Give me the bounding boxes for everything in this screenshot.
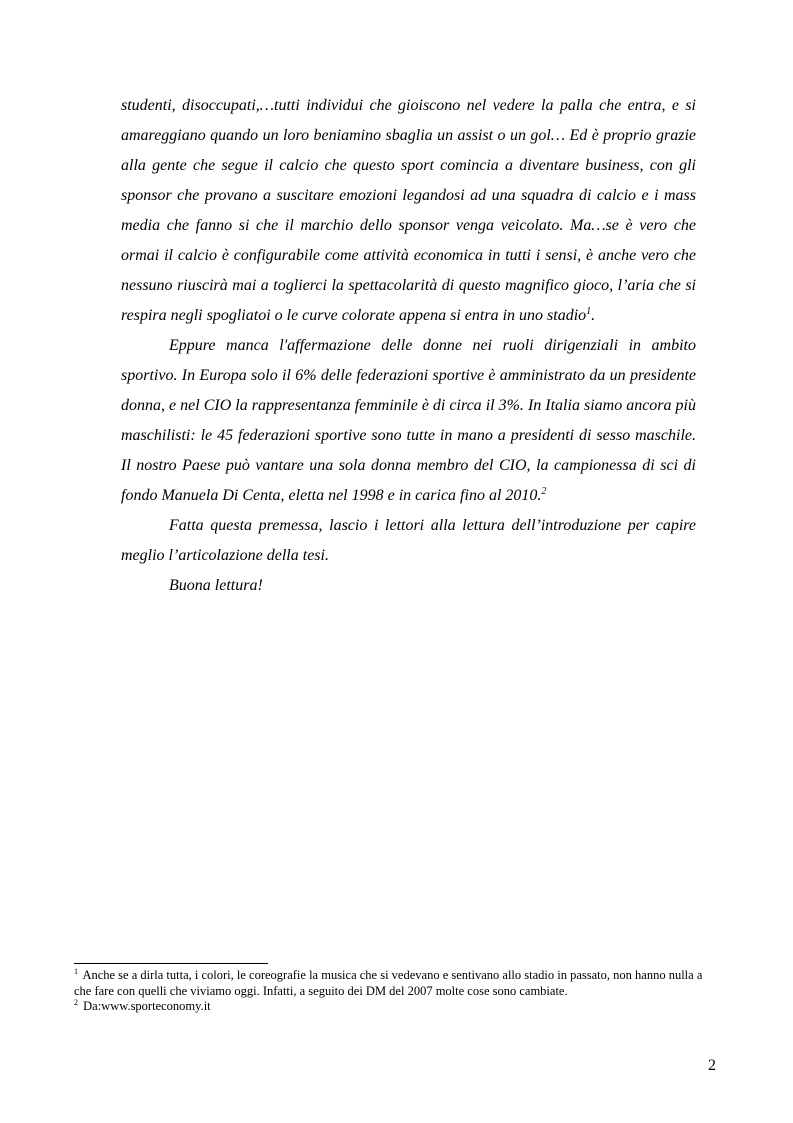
paragraph-1-end: . <box>591 307 596 324</box>
paragraph-2 <box>121 331 696 511</box>
footnote-2 <box>74 999 720 1015</box>
footnote-1-number: 1 <box>74 967 78 976</box>
paragraph-3-text: Fatta questa premessa, lascio i lettori alla lettura dell’introduzione per capire meglio l’articolazione della tesi. <box>121 517 696 564</box>
paragraph-3 <box>121 511 696 571</box>
paragraph-4-text: Buona lettura! <box>169 577 263 594</box>
footnote-2-number: 2 <box>74 998 78 1007</box>
paragraph-4 <box>121 571 696 601</box>
footnote-1 <box>74 968 720 999</box>
footnote-separator <box>74 963 268 964</box>
footnote-2-text[interactable]: Da:www.sporteconomy.it <box>83 999 211 1013</box>
footnote-ref-2[interactable]: 2 <box>541 486 547 497</box>
paragraph-2-text: Eppure manca l'affermazione delle donne nei ruoli dirigenziali in ambito sportivo. In Europa solo il 6% delle federazioni sportive è amministrato da un presidente donna, e nel CIO la rappresentanza femminile è di circa il 3%. In Italia siamo ancora più maschilisti: le 45 federazioni sportive sono tutte in mano a presidenti di sesso maschile. Il nostro Paese può vantare una sola donna membro del CIO, la campionessa di sci di fondo Manuela Di Centa, eletta nel 1998 e in carica fino al 2010. <box>121 337 696 504</box>
paragraph-1 <box>121 91 696 331</box>
footnote-1-text: Anche se a dirla tutta, i colori, le coreografie la musica che si vedevano e sentivano allo stadio in passato, non hanno nulla a che fare con quelli che viviamo oggi. Infatti, a seguito dei DM del 2007 molte cose sono cambiate. <box>74 968 703 998</box>
body-text <box>121 91 696 601</box>
footnotes <box>74 968 720 1015</box>
footnote-ref-1[interactable]: 1 <box>586 306 592 317</box>
page-number: 2 <box>708 1057 716 1074</box>
paragraph-1-text: studenti, disoccupati,…tutti individui che gioiscono nel vedere la palla che entra, e si amareggiano quando un loro beniamino sbaglia un assist o un gol… Ed è proprio grazie alla gente che segue il calcio che questo sport comincia a diventare business, con gli sponsor che provano a suscitare emozioni legandosi ad una squadra di calcio e i mass media che fanno si che il marchio dello sponsor venga veicolato. Ma…se è vero che ormai il calcio è configurabile come attività economica in tutti i sensi, è anche vero che nessuno riuscirà mai a toglierci la spettacolarità di questo magnifico gioco, l’aria che si respira negli spogliatoi o le curve colorate appena si entra in uno stadio <box>121 97 696 324</box>
